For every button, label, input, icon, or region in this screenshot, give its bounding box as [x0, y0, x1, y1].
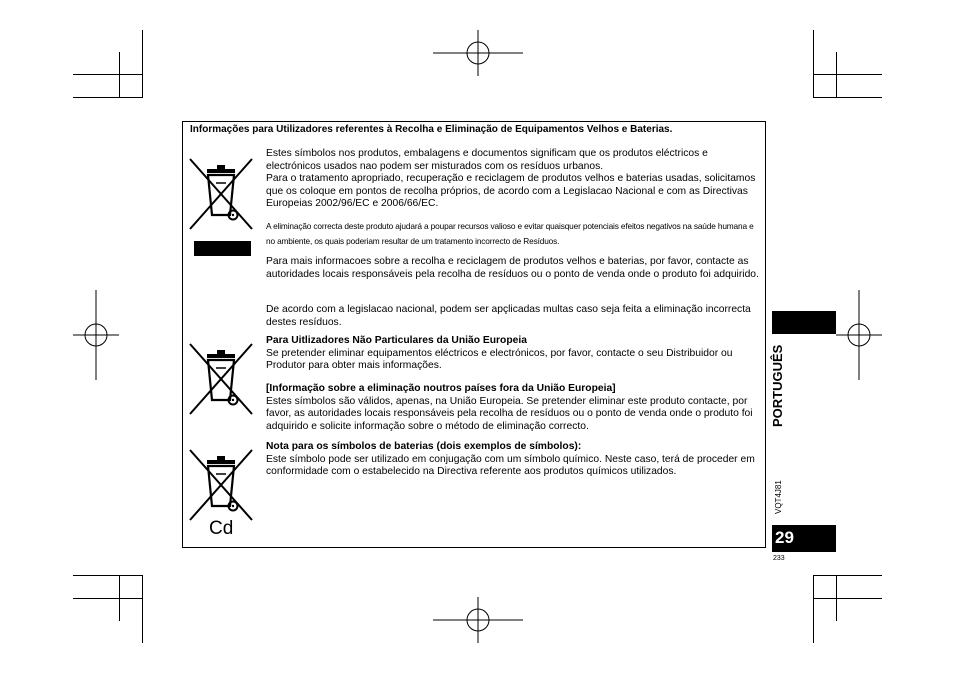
crop-mark [73, 74, 142, 75]
model-code: VQT4J81 [774, 480, 783, 514]
crossed-out-wheelie-bin-icon [186, 340, 256, 418]
crop-mark [813, 575, 882, 576]
section-heading: Para Uitlizadores Não Particulares da União Europeia [266, 335, 527, 346]
section-business [266, 335, 760, 373]
crop-mark [813, 598, 882, 599]
crop-mark [142, 30, 143, 98]
small-page-number: 233 [773, 555, 785, 562]
crop-mark [813, 30, 814, 98]
black-bar-symbol [194, 241, 251, 256]
crossed-out-wheelie-bin-icon [186, 155, 256, 233]
section-text: Este símbolo pode ser utilizado em conjugação com um símbolo químico. Neste caso, terá de proceder em conformidade com o estabelecido na Directiva referente aos produtos químicos utilizados. [266, 453, 755, 477]
crop-mark [836, 52, 837, 98]
page-title: Informações para Utilizadores referentes à Recolha e Eliminação de Equipamentos Velhos e Baterias. [190, 124, 673, 135]
section-text: Se pretender eliminar equipamentos eléctricos e electrónicos, por favor, contacte o seu Distribuidor ou Produtor para obter mais informações. [266, 347, 733, 371]
paragraph: De acordo com a legislacao nacional, podem ser apçlicadas multas caso seja feita a eliminação incorrecta destes resíduos. [266, 304, 751, 328]
section-heading: Nota para os símbolos de baterias (dois exemplos de símbolos): [266, 441, 582, 452]
section-text: Estes símbolos são válidos, apenas, na União Europeia. Se pretender eliminar este produto contacte, por favor, as autoridades locais responsáveis pela recolha de resíduos ou o ponto de venda onde o produto foi adquirido e solicite informação sobre o método de eliminação correcto. [266, 395, 753, 432]
registration-mark-icon [433, 30, 523, 76]
page-number: 29 [772, 525, 836, 552]
language-label: PORTUGUÊS [770, 344, 785, 427]
registration-mark-icon [73, 290, 119, 380]
crop-mark [142, 575, 143, 643]
crop-mark [813, 575, 814, 643]
paragraph: Para o tratamento apropriado, recuperação e reciclagem de produtos velhos e baterias usadas, solicitamos que os coloque em pontos de recolha próprios, de acordo com a Legislacao Nacional e com as Directivas Europeias 2002/96/EC e 2006/66/EC. [266, 173, 756, 209]
crop-mark [73, 598, 142, 599]
crop-mark [73, 97, 142, 98]
paragraph-small: A eliminação correcta deste produto ajudará a poupar recursos valioso e evitar quaisquer potenciais efeitos negativos na saúde humana e no ambiente, os quais poderiam resultar de um tratamento incorrecto de Resíduos. [266, 221, 754, 246]
crop-mark [813, 74, 882, 75]
crop-mark [813, 97, 882, 98]
crop-mark [73, 575, 142, 576]
registration-mark-icon [433, 597, 523, 643]
crossed-out-wheelie-bin-icon [186, 446, 256, 524]
chemical-symbol: Cd [209, 518, 234, 539]
registration-mark-icon [836, 290, 882, 380]
paragraph: Estes símbolos nos produtos, embalagens e documentos significam que os produtos eléctricos e electrónicos usados nao podem ser misturados com os resíduos urbanos. [266, 148, 708, 172]
section-heading: [Informação sobre a eliminação noutros países fora da União Europeia] [266, 383, 616, 394]
paragraph: Para mais informacoes sobre a recolha e reciclagem de produtos velhos e baterias, por favor, contacte as autoridades locais responsáveis pela recolha de resíduos ou o ponto de venda onde o produto foi adquirido. [266, 256, 759, 280]
language-tab-marker [772, 311, 836, 334]
section-battery [266, 441, 760, 479]
section-outside-eu [266, 383, 760, 433]
crop-mark [119, 52, 120, 98]
